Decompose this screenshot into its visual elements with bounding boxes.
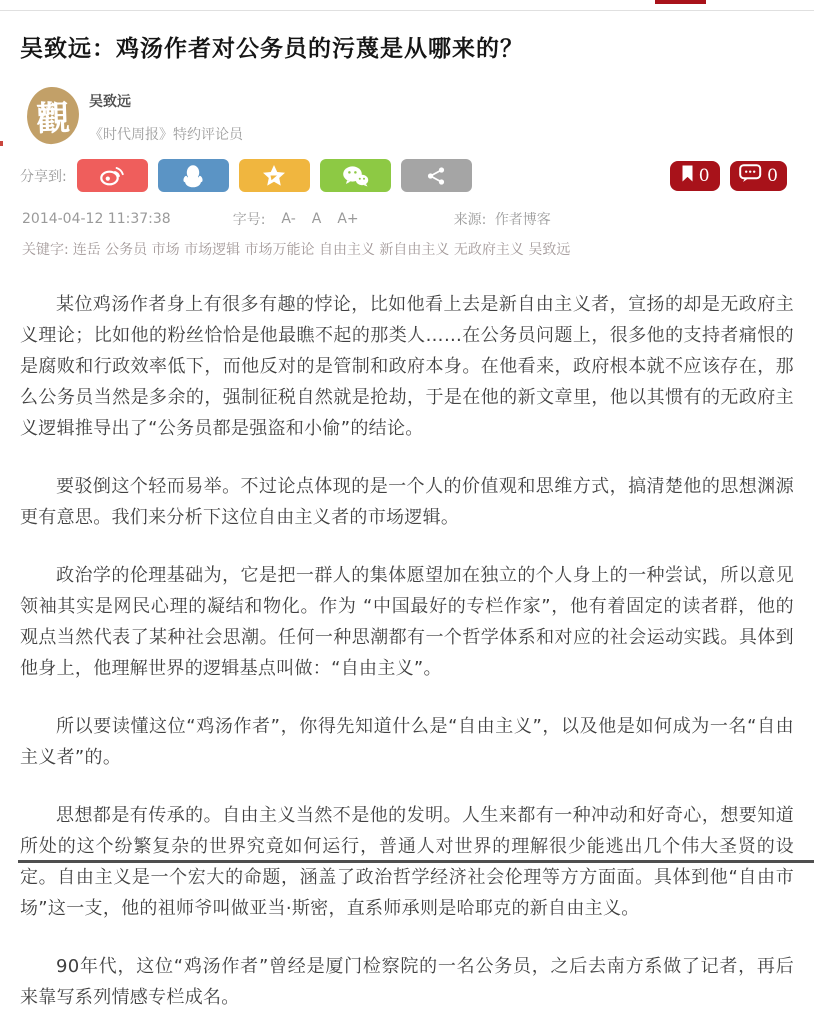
share-nodes-icon [426, 166, 446, 186]
fontsize-decrease-button[interactable]: A- [281, 211, 296, 227]
author-block [20, 87, 794, 144]
article-body [20, 289, 794, 1013]
fontsize-controls [233, 209, 359, 229]
favorite-count: 0 [698, 165, 710, 186]
author-description: 《时代周报》特约评论员 [89, 127, 243, 143]
keywords-bar [22, 239, 794, 259]
top-border [0, 0, 814, 11]
comment-count: 0 [767, 165, 778, 186]
left-edge-fragment [0, 141, 3, 146]
comment-bubble-icon [739, 164, 767, 188]
source-block [454, 209, 551, 229]
share-bar [20, 159, 794, 192]
qq-penguin-icon [182, 164, 204, 188]
wechat-icon [342, 165, 369, 187]
share-more-button[interactable] [401, 159, 472, 192]
article-paragraph: 政治学的伦理基础为，它是把一群人的集体愿望加在独立的个人身上的一种尝试，所以意见领袖其实是网民心理的凝结和物化。作为 “中国最好的专栏作家”，他有着固定的读者群，他的观点当然代表了某种社会思潮。任何一种思潮都有一个哲学体系和对应的社会运动实践。具体到他身上，他理解世界的逻辑基点叫做：“自由主义”。 [20, 565, 794, 679]
qzone-star-icon [263, 165, 285, 186]
article-paragraph: 某位鸡汤作者身上有很多有趣的悖论，比如他看上去是新自由主义者，宣扬的却是无政府主义理论；比如他的粉丝恰恰是他最瞧不起的那类人……在公务员问题上，很多他的支持者痛恨的是腐败和行政效率低下，而他反对的是管制和政府本身。在他看来，政府根本就不应该存在，那么公务员当然是多余的，强制征税自然就是抢劫，于是在他的新文章里，他以其惯有的无政府主义逻辑推导出了“公务员都是强盗和小偷”的结论。 [20, 294, 794, 439]
article-paragraph: 所以要读懂这位“鸡汤作者”，你得先知道什么是“自由主义”，以及他是如何成为一名“自由主义者”的。 [20, 716, 794, 768]
weibo-icon [99, 165, 125, 186]
meta-bar [20, 209, 794, 229]
count-buttons [660, 161, 787, 191]
fontsize-increase-button[interactable]: A+ [337, 211, 359, 227]
nav-tab-fragment [655, 0, 706, 4]
author-avatar[interactable] [26, 86, 80, 145]
publish-datetime: 2014-04-12 11:37:38 [22, 211, 171, 227]
page-title: 吴致远：鸡汤作者对公务员的污蔑是从哪来的？ [20, 36, 524, 62]
bookmark-icon [681, 165, 699, 187]
share-qq-button[interactable] [158, 159, 229, 192]
article-paragraph: 思想都是有传承的。自由主义当然不是他的发明。人生来都有一种冲动和好奇心，想要知道所处的这个纷繁复杂的世界究竟如何运行，普通人对世界的理解很少能逃出几个伟大圣贤的设定。自由主义是一个宏大的命题，涵盖了政治哲学经济社会伦理等方方面面。具体到他“自由市场”这一支，他的祖师爷叫做亚当·斯密，直系师承则是哈耶克的新自由主义。 [20, 805, 794, 919]
source-name: 作者博客 [494, 212, 551, 228]
author-info [89, 87, 243, 144]
keywords-list[interactable]: 连岳 公务员 市场 市场逻辑 市场万能论 自由主义 新自由主义 无政府主义 吴致远 [72, 242, 571, 258]
avatar-seal-glyph: 觀 [35, 98, 71, 140]
article-paragraph: 90年代，这位“鸡汤作者”曾经是厦门检察院的一名公务员，之后去南方系做了记者，再后来靠写系列情感专栏成名。 [20, 956, 794, 1008]
share-buttons [77, 159, 482, 192]
fontsize-reset-button[interactable]: A [311, 211, 322, 227]
comment-button[interactable] [730, 161, 787, 191]
share-qzone-button[interactable] [239, 159, 310, 192]
author-name[interactable]: 吴致远 [89, 94, 131, 110]
article-paragraph: 要驳倒这个轻而易举。不过论点体现的是一个人的价值观和思维方式，搞清楚他的思想渊源更有意思。我们来分析下这位自由主义者的市场逻辑。 [20, 476, 794, 528]
share-wechat-button[interactable] [320, 159, 391, 192]
share-weibo-button[interactable] [77, 159, 148, 192]
source-label: 来源: [453, 212, 487, 228]
keywords-label: 关键字: [22, 242, 69, 258]
favorite-button[interactable] [670, 161, 720, 191]
fontsize-label: 字号: [232, 212, 266, 228]
share-label: 分享到: [20, 168, 67, 185]
